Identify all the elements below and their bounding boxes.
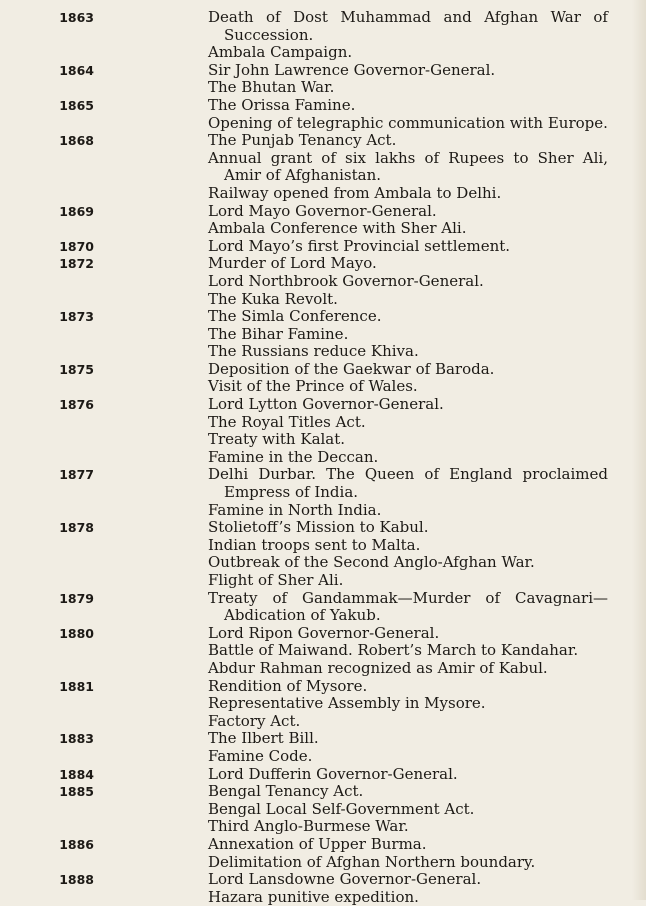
event-list <box>208 730 608 765</box>
event-list <box>208 836 608 871</box>
chronology-entry <box>0 238 646 256</box>
event-list <box>208 361 608 396</box>
chronology-entry <box>0 361 646 396</box>
event-text: Lord Lytton Governor-General. <box>208 395 444 414</box>
event-text: The Punjab Tenancy Act. <box>208 131 397 150</box>
year-label: 1888 <box>59 872 94 888</box>
event-text: Delimitation of Afghan Northern boundary. <box>208 852 536 871</box>
event-text: Third Anglo-Burmese War. <box>208 817 409 836</box>
event-text: Rendition of Mysore. <box>208 676 368 695</box>
event-list <box>208 308 608 361</box>
year-label: 1863 <box>59 10 94 25</box>
event-list <box>208 132 608 202</box>
event-text: Lord Dufferin Governor-General. <box>208 764 458 783</box>
chronology-entry <box>0 766 646 784</box>
year-label: 1877 <box>59 467 94 483</box>
event-text: Treaty with Kalat. <box>208 430 346 449</box>
event-text: Indian troops sent to Malta. <box>208 535 421 554</box>
event-list <box>208 678 608 731</box>
chronology-entry <box>0 308 646 361</box>
year-label: 1886 <box>59 836 94 852</box>
event-text: Famine in North India. <box>208 500 382 519</box>
event-list <box>208 238 608 256</box>
event-text: Lord Northbrook Governor-General. <box>208 271 484 290</box>
event-list <box>208 519 608 589</box>
event-text: Death of Dost Muhammad and Afghan War of Succession. <box>208 8 608 44</box>
chronology-entry <box>0 203 646 238</box>
event-text: The Ilbert Bill. <box>208 729 319 748</box>
event-text: Flight of Sher Ali. <box>208 571 344 589</box>
event-list <box>208 62 608 97</box>
chronology-entry <box>0 730 646 765</box>
event-list <box>208 255 608 308</box>
chronology-entry <box>0 590 646 625</box>
event-text: Lord Mayo Governor-General. <box>208 201 437 220</box>
year-label: 1880 <box>59 625 94 641</box>
year-label: 1869 <box>59 203 94 219</box>
event-text: Ambala Conference with Sher Ali. <box>208 219 467 238</box>
year-label: 1878 <box>59 520 94 536</box>
event-list <box>208 396 608 466</box>
event-list <box>208 766 608 784</box>
year-label: 1873 <box>59 309 94 325</box>
year-label: 1884 <box>59 766 94 782</box>
event-text: Representative Assembly in Mysore. <box>208 694 486 713</box>
chronology-entry <box>0 836 646 871</box>
event-text: Treaty of Gandammak—Murder of Cavagnari—Abdication of Yakub. <box>208 588 608 625</box>
event-text: Sir John Lawrence Governor-General. <box>208 60 496 79</box>
event-list <box>208 590 608 625</box>
chronology-entry <box>0 255 646 308</box>
event-text: Factory Act. <box>208 711 301 730</box>
year-label: 1865 <box>59 97 94 113</box>
chronology-entry <box>0 678 646 731</box>
event-list <box>208 466 608 519</box>
event-list <box>208 625 608 678</box>
chronology-entry <box>0 871 646 906</box>
chronology-entry <box>0 97 646 132</box>
event-list <box>208 9 608 62</box>
event-text: The Bihar Famine. <box>208 324 349 343</box>
event-text: Deposition of the Gaekwar of Baroda. <box>208 359 495 378</box>
event-text: Lord Mayo’s first Provincial settlement. <box>208 236 511 255</box>
event-text: Bengal Local Self-Government Act. <box>208 799 475 818</box>
chronology-entry <box>0 783 646 836</box>
event-text: Delhi Durbar. The Queen of England proclaimed Empress of India. <box>208 465 608 502</box>
chronology-list <box>0 9 646 906</box>
chronology-entry <box>0 9 646 62</box>
year-label: 1876 <box>59 397 94 413</box>
chronology-entry <box>0 625 646 678</box>
year-label: 1872 <box>59 256 94 272</box>
year-label: 1870 <box>59 238 94 254</box>
year-label: 1875 <box>59 361 94 377</box>
event-text: Ambala Campaign. <box>208 43 353 62</box>
event-text: Murder of Lord Mayo. <box>208 254 377 273</box>
event-text: The Orissa Famine. <box>208 95 356 114</box>
event-list <box>208 203 608 238</box>
event-text: Famine in the Deccan. <box>208 447 379 466</box>
event-text: The Royal Titles Act. <box>208 412 366 431</box>
event-text: Annexation of Upper Burma. <box>208 834 427 853</box>
year-label: 1885 <box>59 784 94 800</box>
year-label: 1868 <box>59 133 94 149</box>
event-list <box>208 871 608 906</box>
event-text: The Kuka Revolt. <box>208 289 338 308</box>
event-text: Lord Lansdowne Governor-General. <box>208 870 482 889</box>
year-label: 1881 <box>59 678 94 694</box>
year-label: 1879 <box>59 590 94 606</box>
year-label: 1864 <box>59 62 94 78</box>
year-label: 1883 <box>59 731 94 747</box>
event-text: Lord Ripon Governor-General. <box>208 623 440 642</box>
chronology-entry <box>0 132 646 202</box>
event-text: The Russians reduce Khiva. <box>208 342 419 361</box>
event-text: Hazara punitive expedition. <box>208 887 419 906</box>
event-text: Famine Code. <box>208 746 313 765</box>
event-text: Bengal Tenancy Act. <box>208 782 364 801</box>
event-text: The Simla Conference. <box>208 307 382 326</box>
chronology-entry <box>0 62 646 97</box>
event-text: The Bhutan War. <box>208 78 335 97</box>
event-list <box>208 97 608 132</box>
event-text: Battle of Maiwand. Robert’s March to Kandahar. <box>208 641 579 660</box>
event-text: Railway opened from Ambala to Delhi. <box>208 183 502 202</box>
event-text: Visit of the Prince of Wales. <box>208 377 418 396</box>
chronology-entry <box>0 519 646 589</box>
event-text: Opening of telegraphic communication with Europe. <box>208 113 608 132</box>
event-text: Outbreak of the Second Anglo-Afghan War. <box>208 553 535 572</box>
event-text: Abdur Rahman recognized as Amir of Kabul. <box>208 658 548 677</box>
chronology-entry <box>0 396 646 466</box>
chronology-entry <box>0 466 646 519</box>
event-text: Stolietoff’s Mission to Kabul. <box>208 518 429 537</box>
event-text: Annual grant of six lakhs of Rupees to Sher Ali, Amir of Afghanistan. <box>208 148 608 185</box>
event-list <box>208 783 608 836</box>
